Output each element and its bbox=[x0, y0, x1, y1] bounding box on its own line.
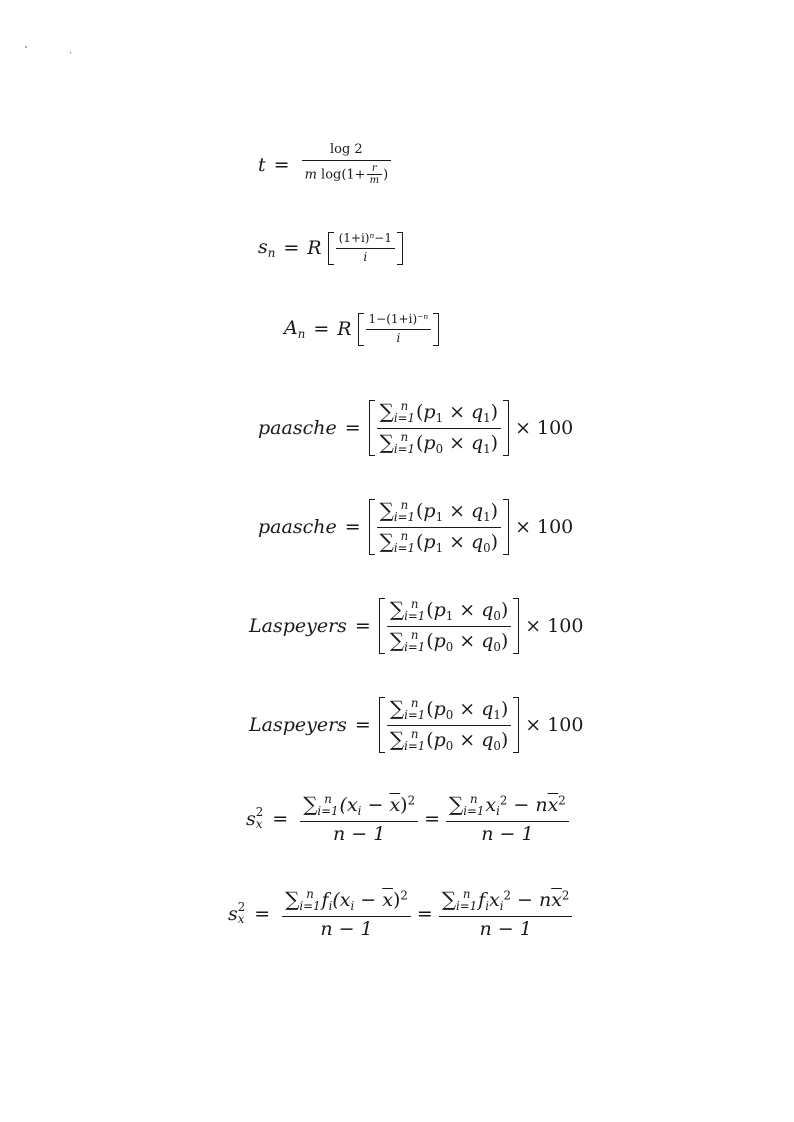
fraction-bar bbox=[302, 160, 392, 161]
lhs-variable: Laspeyers bbox=[249, 714, 347, 737]
square-bracket-group bbox=[379, 598, 519, 654]
denominator: ∑ n i=1 $(p_0 \times q_0)$ bbox=[389, 726, 509, 753]
denominator: n − 1 bbox=[320, 917, 373, 940]
square-bracket-group bbox=[328, 232, 403, 265]
inner-numerator: r bbox=[371, 162, 377, 174]
fraction-2 bbox=[439, 888, 573, 941]
coefficient: R bbox=[337, 318, 352, 341]
right-bracket bbox=[503, 400, 509, 456]
left-bracket bbox=[328, 232, 334, 265]
formula-laspeyers-2 bbox=[249, 697, 583, 753]
formula-laspeyers-1 bbox=[249, 598, 583, 654]
fraction-bar bbox=[336, 248, 395, 249]
equals-sign: = bbox=[354, 615, 371, 638]
multiplier: 100 bbox=[547, 615, 584, 638]
numerator: ∑ n i=1 $f_i(x_i - \overline{x})^2$ bbox=[285, 887, 408, 914]
left-bracket bbox=[358, 313, 364, 346]
multiplier: 100 bbox=[547, 714, 584, 737]
equals-sign: = bbox=[273, 153, 290, 176]
multiplier: 100 bbox=[537, 516, 574, 539]
equals-sign: = bbox=[313, 318, 330, 341]
right-bracket bbox=[503, 499, 509, 555]
equals-sign: = bbox=[254, 903, 271, 926]
lhs-variable: paasche bbox=[258, 417, 337, 440]
fraction-bar bbox=[446, 821, 569, 822]
fraction bbox=[377, 400, 501, 456]
equals-sign: = bbox=[344, 417, 361, 440]
lhs-variable: Laspeyers bbox=[249, 615, 347, 638]
denominator: n − 1 bbox=[479, 917, 532, 940]
inner-fraction bbox=[367, 163, 382, 187]
scan-speck bbox=[25, 46, 27, 48]
numerator: $1-(1+i)^{-n}$ bbox=[368, 312, 429, 327]
square-bracket-group bbox=[369, 499, 509, 555]
numerator: ∑ n i=1 $f_ix_i^2 - n\overline{x}^2$ bbox=[441, 887, 570, 914]
lhs-variable: s 2 x bbox=[228, 900, 246, 927]
denominator-log: log(1+ bbox=[321, 167, 366, 183]
formula-paasche-2 bbox=[258, 499, 573, 555]
left-bracket bbox=[369, 499, 375, 555]
denominator-close: ) bbox=[383, 167, 389, 183]
fraction-1 bbox=[300, 793, 418, 846]
right-bracket bbox=[397, 232, 403, 265]
square-bracket-group bbox=[358, 313, 440, 346]
numerator: ∑ n i=1 $(p_1 \times q_1)$ bbox=[379, 498, 499, 525]
numerator: ∑ n i=1 $(x_i - \overline{x})^2$ bbox=[303, 792, 416, 819]
numerator: log 2 bbox=[329, 142, 363, 157]
formula-doubling-time bbox=[258, 143, 395, 187]
denominator: ∑ n i=1 $(p_0 \times q_1)$ bbox=[379, 429, 499, 456]
square-bracket-group bbox=[369, 400, 509, 456]
scan-speck bbox=[70, 52, 71, 54]
left-bracket bbox=[369, 400, 375, 456]
equals-sign: = bbox=[424, 808, 440, 831]
denominator: i bbox=[396, 330, 401, 345]
formula-weighted-sample-variance bbox=[228, 888, 576, 941]
equals-sign: = bbox=[354, 714, 371, 737]
formula-present-value-annuity bbox=[284, 313, 439, 346]
denominator: n − 1 bbox=[332, 822, 386, 845]
equals-sign: = bbox=[272, 808, 289, 831]
denominator-m: m bbox=[304, 167, 317, 183]
square-bracket-group bbox=[379, 697, 519, 753]
inner-denominator: m bbox=[369, 175, 380, 187]
equals-sign: = bbox=[344, 516, 361, 539]
formula-sample-variance bbox=[246, 793, 573, 846]
fraction bbox=[302, 143, 392, 187]
denominator: n − 1 bbox=[481, 822, 534, 845]
numerator: ∑ n i=1 $(p_0 \times q_1)$ bbox=[389, 696, 509, 723]
denominator: ∑ n i=1 $(p_1 \times q_0)$ bbox=[379, 528, 499, 555]
fraction-bar bbox=[439, 916, 573, 917]
left-bracket bbox=[379, 598, 385, 654]
right-bracket bbox=[513, 697, 519, 753]
numerator: ∑ n i=1 $x_i^2 - n\overline{x}^2$ bbox=[449, 792, 566, 819]
fraction bbox=[387, 598, 511, 654]
multiplier: 100 bbox=[537, 417, 574, 440]
equals-sign: = bbox=[283, 237, 300, 260]
numerator: ∑ n i=1 $(p_1 \times q_1)$ bbox=[379, 399, 499, 426]
left-bracket bbox=[379, 697, 385, 753]
fraction-bar bbox=[387, 725, 511, 726]
fraction-bar bbox=[300, 821, 418, 822]
fraction bbox=[387, 697, 511, 753]
lhs-variable: t bbox=[258, 153, 266, 176]
numerator: ∑ n i=1 $(p_1 \times q_0)$ bbox=[389, 597, 509, 624]
fraction bbox=[336, 232, 395, 265]
equals-sign: = bbox=[416, 903, 433, 926]
fraction-bar bbox=[387, 626, 511, 627]
fraction-bar bbox=[377, 428, 501, 429]
lhs-variable: $s_n$ bbox=[258, 236, 276, 261]
fraction-bar bbox=[377, 527, 501, 528]
denominator: ∑ n i=1 $(p_0 \times q_0)$ bbox=[389, 627, 509, 654]
fraction-bar bbox=[366, 329, 432, 330]
fraction-1 bbox=[282, 888, 411, 941]
lhs-variable: s 2 x bbox=[246, 805, 264, 832]
times-sign: × bbox=[515, 516, 531, 539]
right-bracket bbox=[433, 313, 439, 346]
times-sign: × bbox=[515, 417, 531, 440]
coefficient: R bbox=[307, 237, 322, 260]
fraction bbox=[377, 499, 501, 555]
lhs-variable: paasche bbox=[258, 516, 337, 539]
numerator: $(1+i)^n-1$ bbox=[338, 231, 392, 246]
fraction-2 bbox=[446, 793, 569, 846]
denominator bbox=[302, 163, 392, 187]
formula-paasche-1 bbox=[258, 400, 573, 456]
times-sign: × bbox=[525, 615, 542, 638]
denominator: i bbox=[363, 249, 368, 264]
formula-future-value-annuity bbox=[258, 232, 403, 265]
fraction bbox=[366, 313, 432, 346]
right-bracket bbox=[513, 598, 519, 654]
times-sign: × bbox=[525, 714, 542, 737]
lhs-variable: $A_n$ bbox=[284, 317, 306, 342]
fraction-bar bbox=[282, 916, 411, 917]
